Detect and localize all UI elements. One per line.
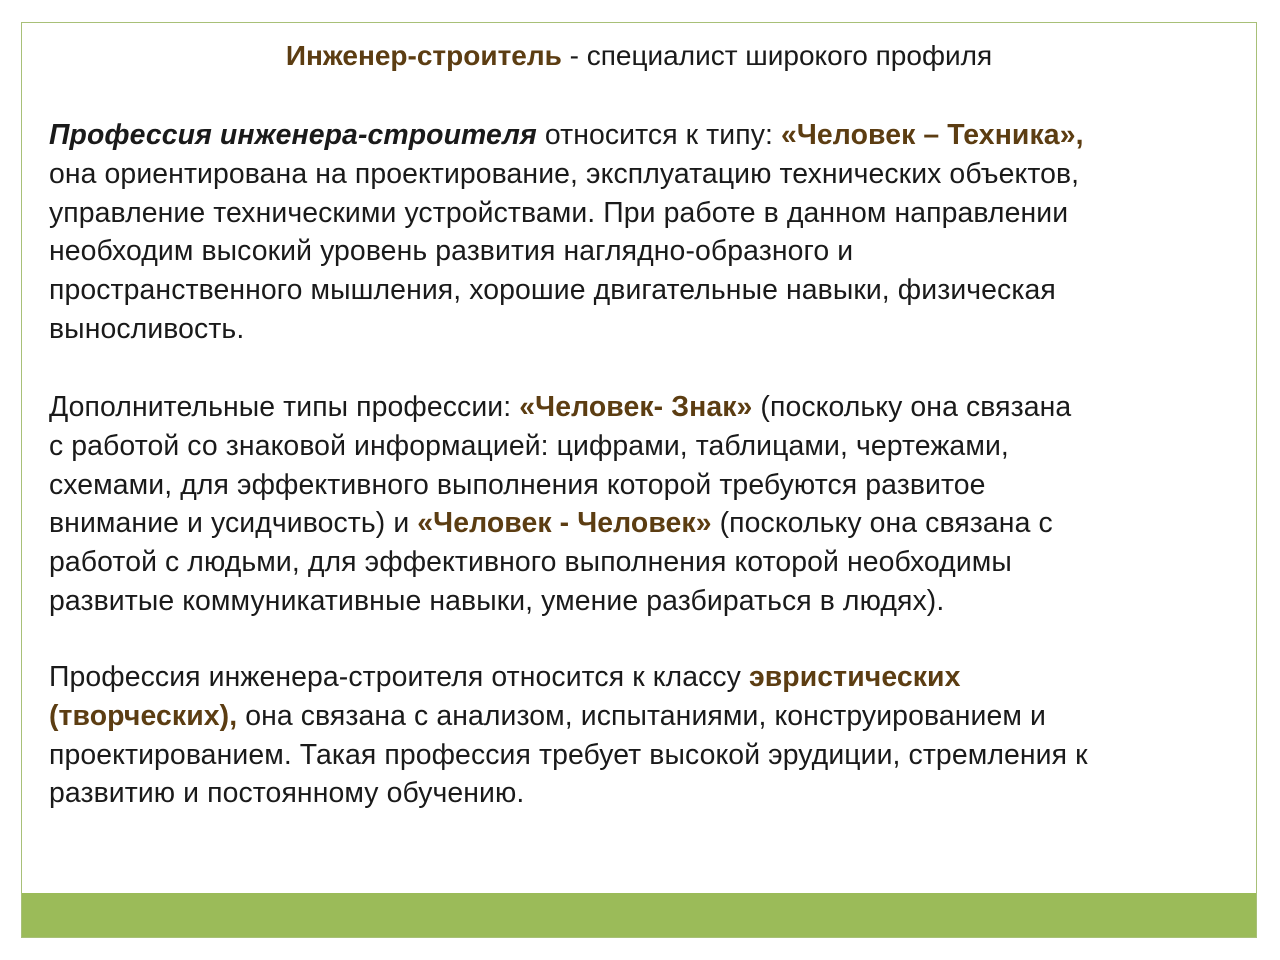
- paragraph-line: развитию и постоянному обучению.: [49, 777, 525, 810]
- type-human-technology: «Человек – Техника»,: [780, 119, 1084, 151]
- paragraph-line: работой с людьми, для эффективного выполнения которой необходимы: [49, 546, 1012, 579]
- paragraph-line: схемами, для эффективного выполнения которой требуются развитое: [49, 468, 986, 501]
- paragraph-line: выносливость.: [49, 312, 245, 345]
- paragraph-line: пространственного мышления, хорошие двигательные навыки, физическая: [49, 274, 1056, 307]
- paragraph-line: [49, 504, 1229, 543]
- paragraph-text: Дополнительные типы профессии:: [49, 391, 520, 423]
- paragraph-text: (поскольку она связана с: [711, 507, 1053, 540]
- paragraph-line: необходим высокий уровень развития наглядно-образного и: [49, 235, 854, 268]
- footer-bar: [22, 893, 1256, 937]
- paragraph-line: с работой со знаковой информацией: цифрами, таблицами, чертежами,: [49, 429, 1009, 462]
- class-creative: (творческих),: [49, 699, 238, 732]
- paragraph-line: развитые коммуникативные навыки, умение разбираться в людях).: [49, 584, 945, 617]
- paragraph-line: [49, 697, 1229, 736]
- type-human-human: «Человек - Человек»: [417, 507, 712, 540]
- paragraph-profession-class: [49, 658, 1229, 813]
- profession-italic-label: Профессия инженера-строителя: [49, 119, 537, 151]
- type-human-sign: «Человек- Знак»: [519, 391, 753, 423]
- paragraph-line: [49, 388, 1229, 427]
- paragraph-profession-type: [49, 116, 1229, 349]
- title-rest: - специалист широкого профиля: [561, 40, 993, 71]
- title-emphasis: Инженер-строитель: [285, 40, 562, 71]
- paragraph-text: (поскольку она связана: [752, 391, 1072, 423]
- paragraph-text: она связана с анализом, испытаниями, конструированием и: [237, 699, 1046, 732]
- paragraph-line: управление техническими устройствами. При работе в данном направлении: [49, 196, 1069, 229]
- paragraph-text: относится к типу:: [536, 119, 781, 151]
- paragraph-line: [49, 658, 1229, 697]
- paragraph-text: Профессия инженера-строителя относится к классу: [49, 661, 749, 693]
- paragraph-line: [49, 116, 1229, 155]
- paragraph-text: внимание и усидчивость) и: [49, 507, 418, 540]
- class-heuristic: эвристических: [748, 661, 961, 693]
- paragraph-line: она ориентирована на проектирование, эксплуатацию технических объектов,: [49, 157, 1080, 190]
- paragraph-additional-types: [49, 388, 1229, 621]
- slide-frame: [21, 22, 1257, 938]
- slide-title: [22, 39, 1256, 73]
- paragraph-line: проектированием. Такая профессия требует высокой эрудиции, стремления к: [49, 738, 1088, 771]
